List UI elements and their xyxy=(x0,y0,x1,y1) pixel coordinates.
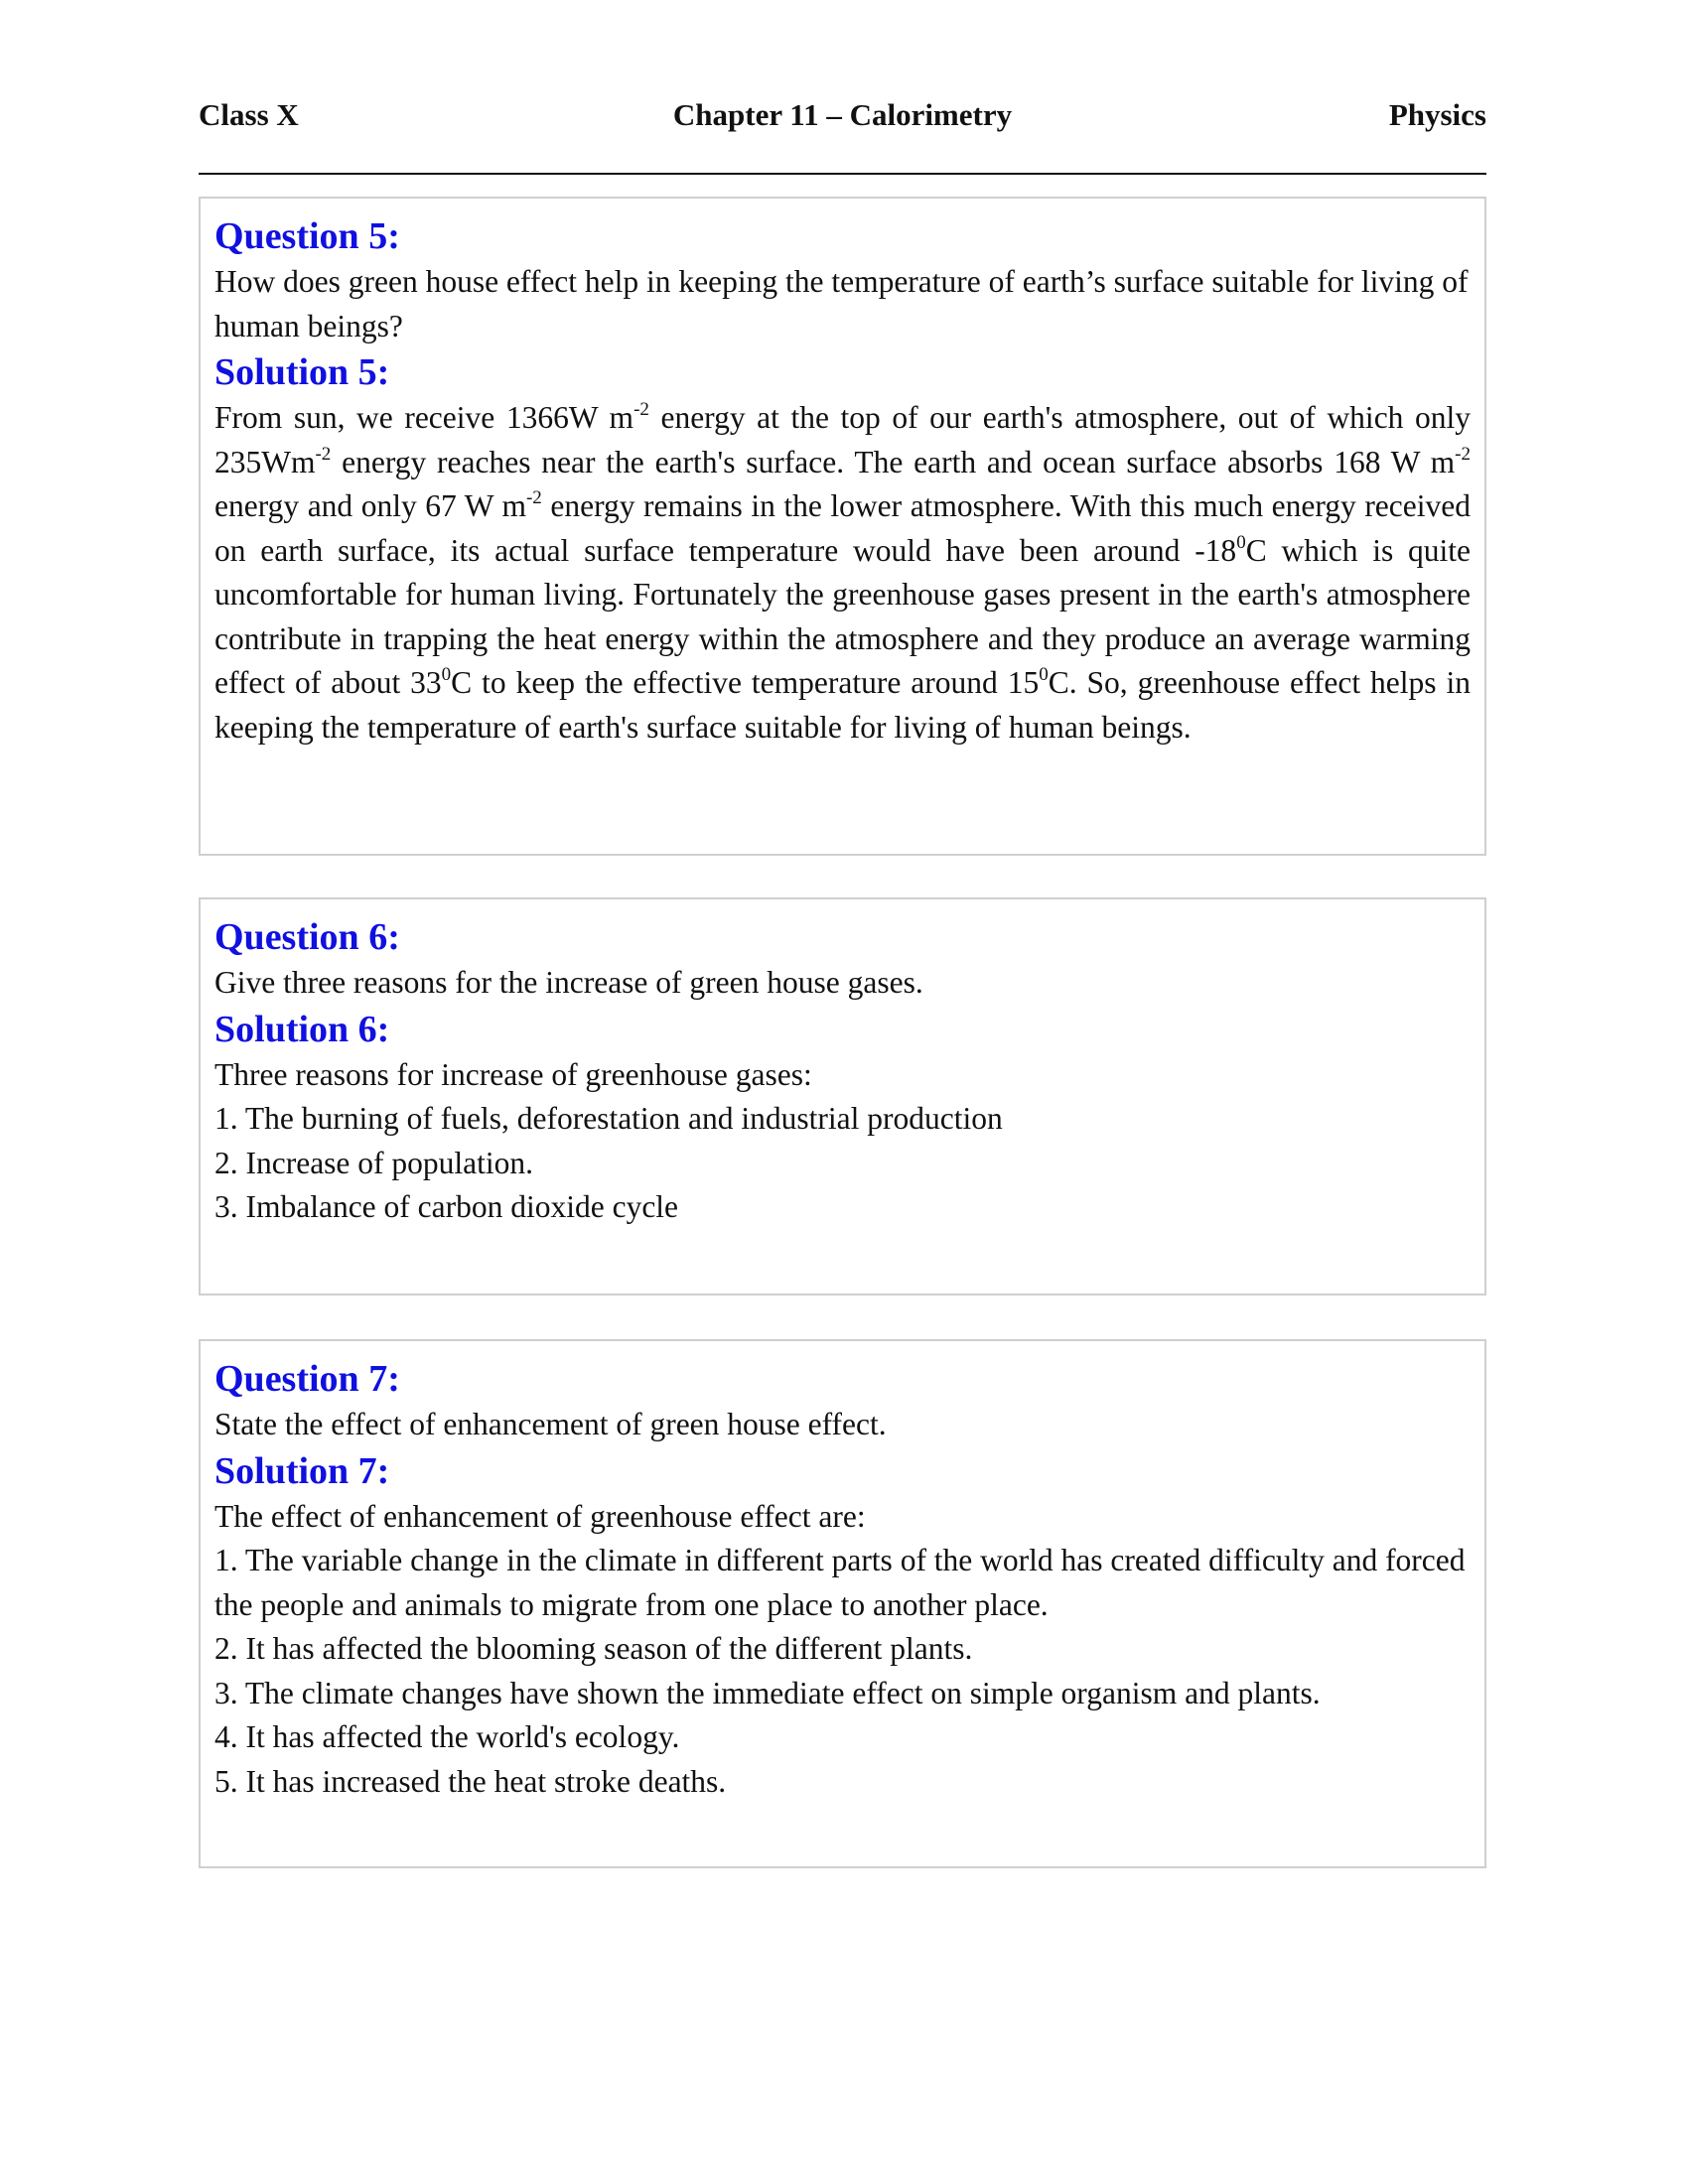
list-item: 1. The burning of fuels, deforestation and industrial production xyxy=(214,1101,1003,1136)
solution-6-intro: Three reasons for increase of greenhouse gases: xyxy=(214,1056,812,1092)
list-item: 5. It has increased the heat stroke deaths. xyxy=(214,1763,727,1799)
page-header xyxy=(199,97,1486,141)
question-6-box xyxy=(199,897,1486,1296)
question-7-text: State the effect of enhancement of green house effect. xyxy=(214,1407,887,1441)
question-5-title: Question 5: xyxy=(214,215,400,257)
question-6-title: Question 6: xyxy=(214,916,400,958)
header-subject: Physics xyxy=(1388,97,1486,132)
solution-5-title: Solution 5: xyxy=(214,351,390,393)
solution-7-title: Solution 7: xyxy=(214,1449,390,1492)
question-7-title: Question 7: xyxy=(214,1358,400,1400)
question-5-text: How does green house effect help in keeping the temperature of earth’s surface suitable for living of human beings? xyxy=(214,264,1469,343)
list-item: 3. Imbalance of carbon dioxide cycle xyxy=(214,1189,679,1224)
solution-6-title: Solution 6: xyxy=(214,1008,390,1050)
list-item: 2. It has affected the blooming season of the different plants. xyxy=(214,1631,973,1666)
question-7-box xyxy=(199,1339,1486,1868)
list-item: 2. Increase of population. xyxy=(214,1145,534,1180)
solution-5-text: From sun, we receive 1366W $m^{-2}$ energy at the top of our earth's atmosphere, out of which only $235Wm^{-2}$ energy reaches near the earth's surface. The earth and ocean surface absorbs 168 W $m^{-2}$ energy and only 67 W $m^{-2}$ energy remains in the lower atmosphere. With this much energy received on earth surface, its actual surface temperature would have been around $-18^0C$ which is quite uncomfortable for human living. Fortunately the greenhouse gases present in the earth's atmosphere contribute in trapping the heat energy within the atmosphere and they produce an average warming effect of about $33^0C$ to keep the effective temperature around $15^0C$. So, greenhouse effect helps in keeping the temperature of earth's surface suitable for living of human beings. xyxy=(214,399,1471,745)
list-item: 1. The variable change in the climate in different parts of the world has created difficulty and forced the people and animals to migrate from one place to another place. xyxy=(214,1543,1466,1622)
question-6-text: Give three reasons for the increase of green house gases. xyxy=(214,965,923,1000)
question-5-box xyxy=(199,197,1486,856)
list-item: 3. The climate changes have shown the immediate effect on simple organism and plants. xyxy=(214,1675,1321,1710)
header-rule xyxy=(199,173,1486,175)
header-chapter-title: Chapter 11 – Calorimetry xyxy=(672,97,1013,132)
list-item: 4. It has affected the world's ecology. xyxy=(214,1719,680,1754)
solution-7-intro: The effect of enhancement of greenhouse effect are: xyxy=(214,1498,866,1534)
header-class: Class X xyxy=(199,97,299,132)
